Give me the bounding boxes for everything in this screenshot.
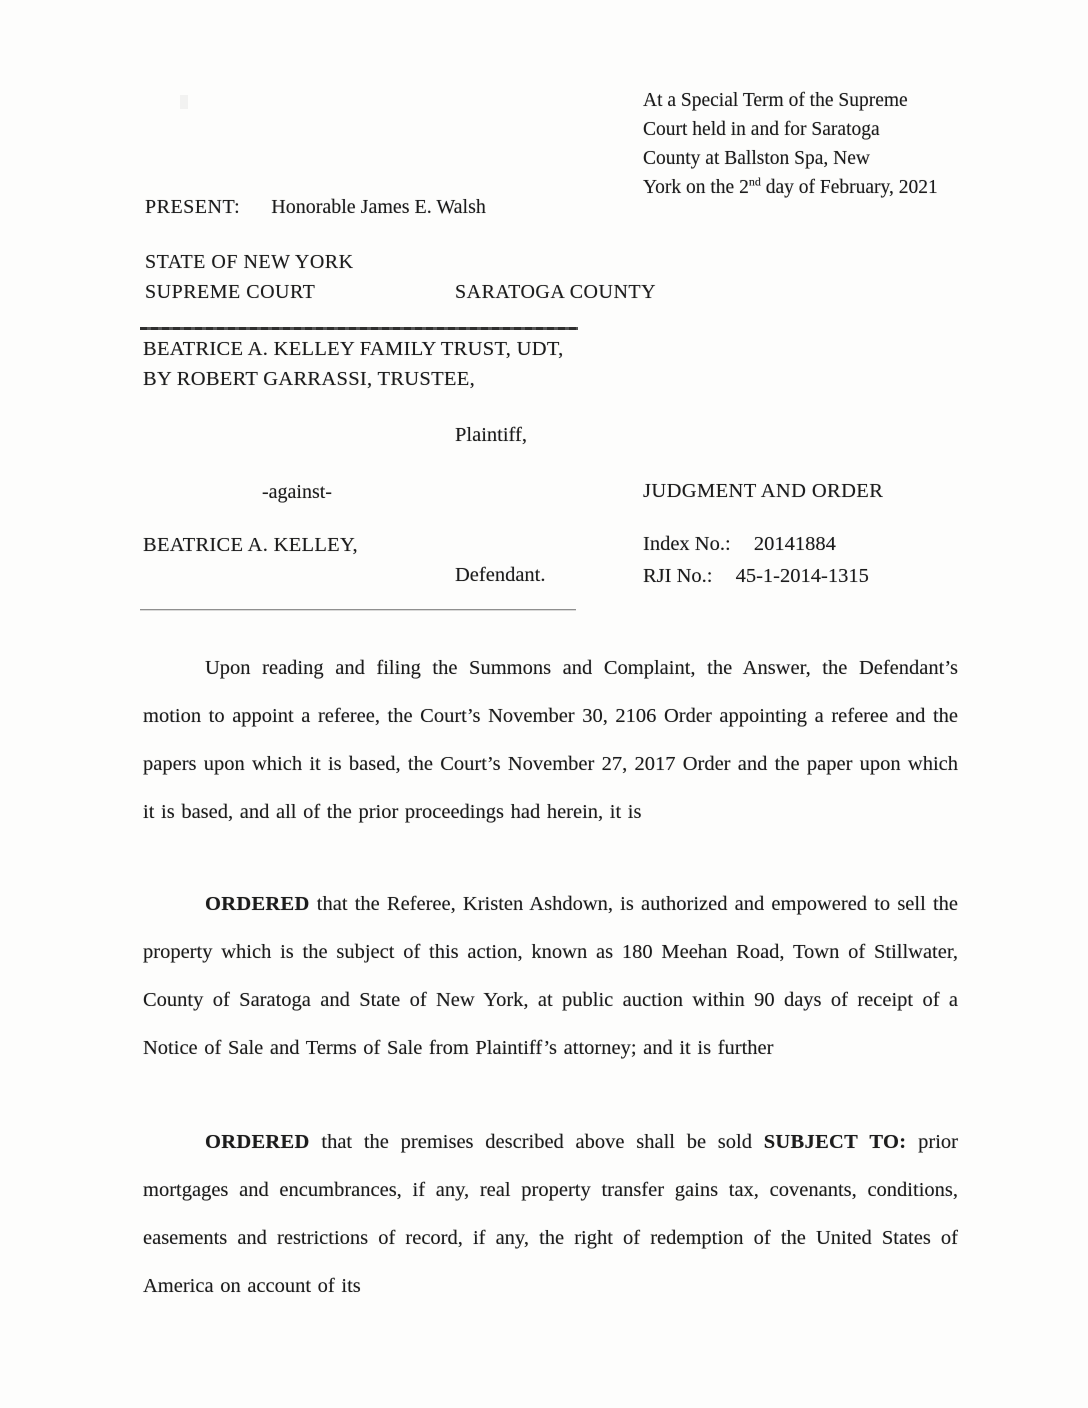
county-name: SARATOGA COUNTY — [455, 281, 657, 303]
plaintiff-designation: Plaintiff, — [455, 424, 527, 446]
scan-artifact — [180, 95, 188, 109]
ordinal-superscript: nd — [748, 174, 761, 189]
plaintiff-name-line-1: BEATRICE A. KELLEY FAMILY TRUST, UDT, — [143, 338, 564, 360]
term-line-4-pre: York on the 2 — [643, 177, 749, 198]
ordered-paragraph-2 — [143, 1118, 958, 1310]
defendant-designation: Defendant. — [455, 564, 546, 586]
ordered-paragraph-2-text-1: that the premises described above shall be sold — [309, 1131, 764, 1153]
caption-top-rule — [140, 327, 578, 330]
index-number-label: Index No.: — [643, 533, 731, 555]
index-number-row — [643, 533, 836, 556]
index-number-value: 20141884 — [753, 533, 836, 555]
against-separator: -against- — [262, 481, 332, 503]
rji-number-value: 45-1-2014-1315 — [735, 565, 869, 587]
ordered-keyword: ORDERED — [205, 1131, 310, 1153]
state-heading: STATE OF NEW YORK — [145, 251, 354, 273]
term-line-1: At a Special Term of the Supreme — [643, 90, 908, 111]
court-name: SUPREME COURT — [145, 281, 316, 303]
term-line-2: Court held in and for Saratoga — [643, 119, 880, 140]
recitals-paragraph: Upon reading and filing the Summons and Complaint, the Answer, the Defendant’s motion to appoint a referee, the Court’s November 30, 2106 Order appointing a referee and the papers upon which it is based, the Court’s November 27, 2017 Order and the paper upon which it is based, and all of the prior proceedings had herein, it is — [143, 657, 958, 823]
presiding-judge-name: Honorable James E. Walsh — [271, 196, 486, 218]
present-line — [145, 196, 486, 219]
plaintiff-name-line-2: BY ROBERT GARRASSI, TRUSTEE, — [143, 368, 475, 390]
ordered-keyword: ORDERED — [205, 893, 310, 915]
term-line-3: County at Ballston Spa, New — [643, 148, 870, 169]
special-term-block — [643, 86, 979, 202]
document-title: JUDGMENT AND ORDER — [643, 480, 884, 502]
caption-bottom-rule — [140, 609, 576, 610]
ordered-paragraph-2-text-2: prior mortgages and encumbrances, if any, real property transfer gains tax, covenants, conditions, easements and restrictions of record, if any, the right of redemption of the United States of America on account of its — [143, 1131, 959, 1297]
term-line-4-post: day of February, 2021 — [760, 177, 938, 198]
rji-number-label: RJI No.: — [643, 565, 713, 587]
ordered-paragraph-1 — [143, 880, 958, 1072]
court-heading-row — [145, 281, 845, 304]
present-label: PRESENT: — [145, 196, 241, 218]
term-line-4 — [643, 173, 979, 202]
ordered-paragraph-1-text: that the Referee, Kristen Ashdown, is authorized and empowered to sell the property which is the subject of this action, known as 180 Meehan Road, Town of Stillwater, County of Saratoga and State of New York, at public auction within 90 days of receipt of a Notice of Sale and Terms of Sale from Plaintiff’s attorney; and it is further — [143, 893, 958, 1059]
rji-number-row — [643, 565, 869, 588]
defendant-name: BEATRICE A. KELLEY, — [143, 534, 358, 556]
subject-to-keyword: SUBJECT TO: — [763, 1131, 907, 1153]
